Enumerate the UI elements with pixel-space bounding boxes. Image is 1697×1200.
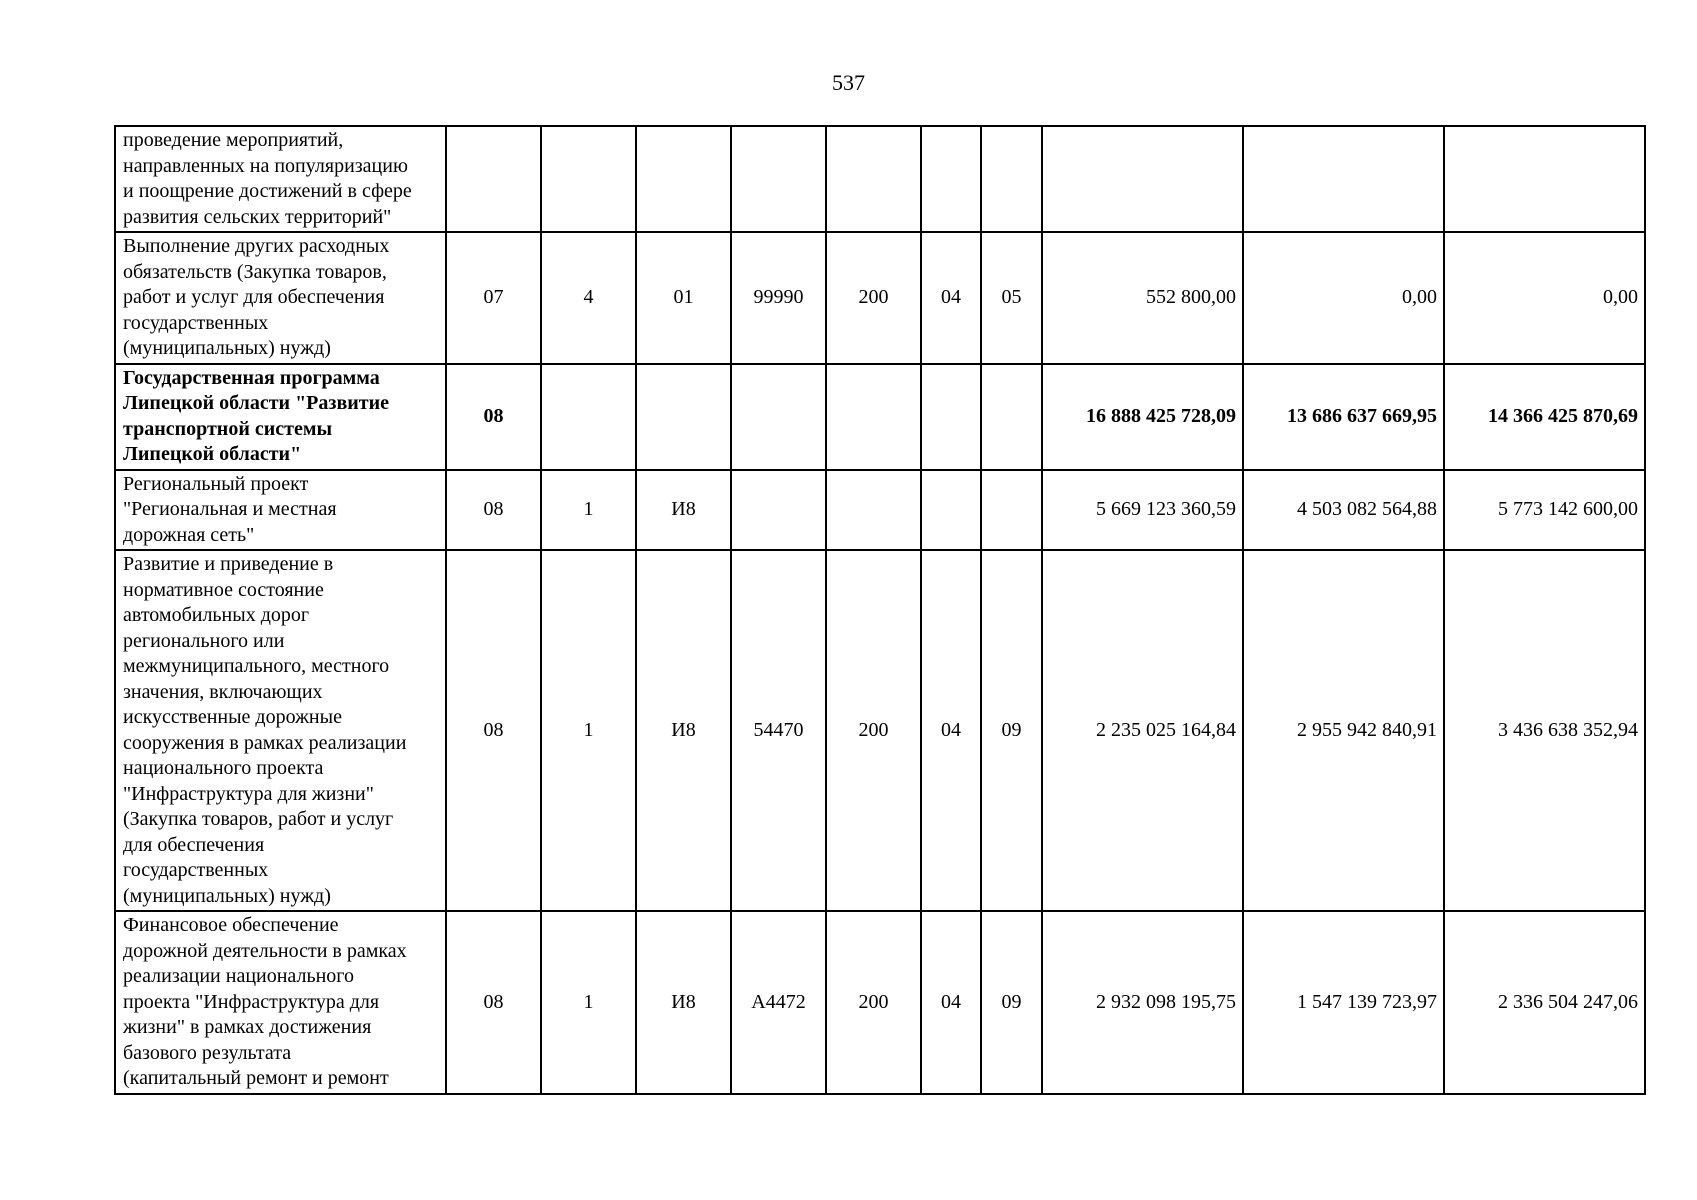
budget-table (114, 125, 1646, 1095)
row-name-cell: Региональный проект "Региональная и местная дорожная сеть" (115, 470, 446, 551)
row-name-cell: Развитие и приведение в нормативное состояние автомобильных дорог регионального или межмуниципального, местного значения, включающих искусственные дорожные сооружения в рамках реализации национального проекта "Инфраструктура для жизни" (Закупка товаров, работ и услуг для обеспечения государственных (муниципальных) нужд) (115, 550, 446, 911)
program-code-cell (446, 126, 541, 232)
amount-year2-cell (1243, 126, 1444, 232)
amount-year1-cell: 16 888 425 728,09 (1042, 364, 1243, 470)
section-cell: 04 (921, 911, 981, 1094)
expense-code-cell (731, 470, 826, 551)
expense-type-cell (826, 470, 921, 551)
direction-code-cell (636, 126, 731, 232)
amount-year3-cell: 0,00 (1444, 232, 1645, 364)
table-row (115, 550, 1645, 911)
table-row (115, 232, 1645, 364)
amount-year2-cell: 0,00 (1243, 232, 1444, 364)
subprogram-code-cell (541, 126, 636, 232)
section-cell (921, 126, 981, 232)
subprogram-code-cell: 1 (541, 911, 636, 1094)
subprogram-code-cell (541, 364, 636, 470)
row-name-cell: проведение мероприятий, направленных на популяризацию и поощрение достижений в сфере развития сельских территорий" (115, 126, 446, 232)
expense-code-cell: 99990 (731, 232, 826, 364)
direction-code-cell (636, 364, 731, 470)
amount-year2-cell: 4 503 082 564,88 (1243, 470, 1444, 551)
subsection-cell (981, 126, 1042, 232)
table-row (115, 911, 1645, 1094)
amount-year1-cell (1042, 126, 1243, 232)
direction-code-cell: И8 (636, 911, 731, 1094)
program-code-cell: 08 (446, 470, 541, 551)
table-row (115, 126, 1645, 232)
expense-type-cell (826, 126, 921, 232)
subsection-cell: 09 (981, 550, 1042, 911)
amount-year3-cell: 14 366 425 870,69 (1444, 364, 1645, 470)
amount-year3-cell (1444, 126, 1645, 232)
subsection-cell: 09 (981, 911, 1042, 1094)
expense-code-cell: 54470 (731, 550, 826, 911)
direction-code-cell: И8 (636, 470, 731, 551)
subprogram-code-cell: 1 (541, 470, 636, 551)
page-number: 537 (832, 70, 865, 95)
amount-year2-cell: 1 547 139 723,97 (1243, 911, 1444, 1094)
subsection-cell (981, 364, 1042, 470)
amount-year1-cell: 2 932 098 195,75 (1042, 911, 1243, 1094)
direction-code-cell: И8 (636, 550, 731, 911)
table-row (115, 364, 1645, 470)
amount-year3-cell: 3 436 638 352,94 (1444, 550, 1645, 911)
section-cell (921, 364, 981, 470)
amount-year1-cell: 5 669 123 360,59 (1042, 470, 1243, 551)
expense-code-cell (731, 364, 826, 470)
table-row (115, 470, 1645, 551)
row-name-cell: Финансовое обеспечение дорожной деятельности в рамках реализации национального проекта "Инфраструктура для жизни" в рамках достижения базового результата (капитальный ремонт и ремонт (115, 911, 446, 1094)
expense-type-cell: 200 (826, 550, 921, 911)
section-cell: 04 (921, 550, 981, 911)
program-code-cell: 08 (446, 911, 541, 1094)
expense-code-cell (731, 126, 826, 232)
row-name-cell: Государственная программа Липецкой области "Развитие транспортной системы Липецкой области" (115, 364, 446, 470)
direction-code-cell: 01 (636, 232, 731, 364)
amount-year2-cell: 13 686 637 669,95 (1243, 364, 1444, 470)
program-code-cell: 07 (446, 232, 541, 364)
section-cell (921, 470, 981, 551)
subprogram-code-cell: 4 (541, 232, 636, 364)
expense-type-cell (826, 364, 921, 470)
amount-year3-cell: 5 773 142 600,00 (1444, 470, 1645, 551)
expense-type-cell: 200 (826, 232, 921, 364)
amount-year2-cell: 2 955 942 840,91 (1243, 550, 1444, 911)
amount-year3-cell: 2 336 504 247,06 (1444, 911, 1645, 1094)
subsection-cell (981, 470, 1042, 551)
section-cell: 04 (921, 232, 981, 364)
subsection-cell: 05 (981, 232, 1042, 364)
amount-year1-cell: 2 235 025 164,84 (1042, 550, 1243, 911)
program-code-cell: 08 (446, 364, 541, 470)
expense-code-cell: А4472 (731, 911, 826, 1094)
expense-type-cell: 200 (826, 911, 921, 1094)
row-name-cell: Выполнение других расходных обязательств (Закупка товаров, работ и услуг для обеспечения государственных (муниципальных) нужд) (115, 232, 446, 364)
program-code-cell: 08 (446, 550, 541, 911)
subprogram-code-cell: 1 (541, 550, 636, 911)
amount-year1-cell: 552 800,00 (1042, 232, 1243, 364)
